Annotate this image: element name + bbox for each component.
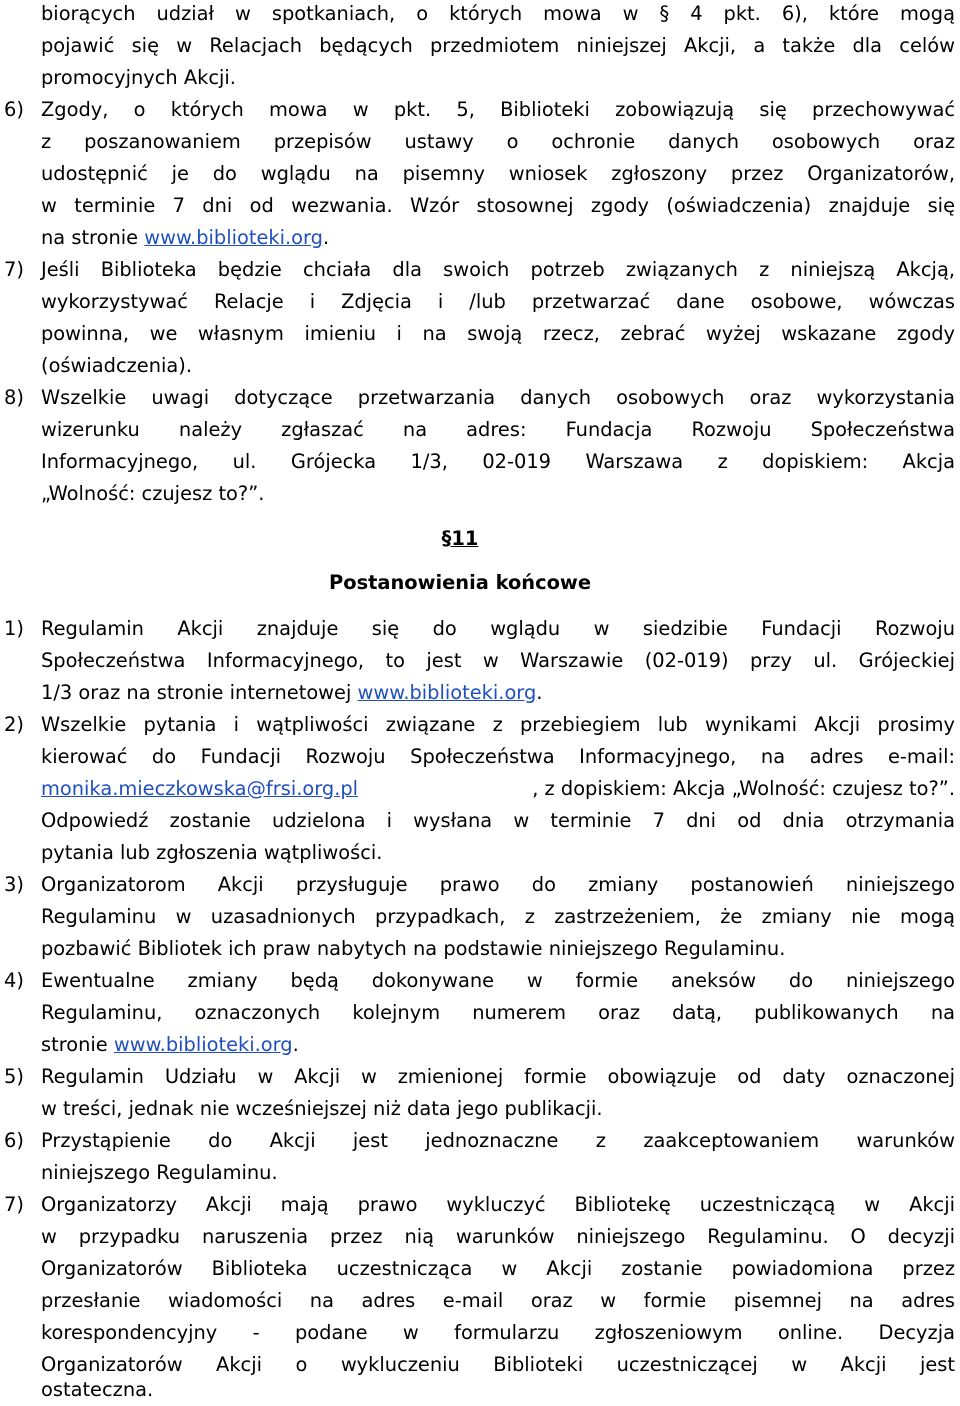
paragraph-line: z poszanowaniem przepisów ustawy o ochronie danych osobowych oraz — [41, 130, 955, 153]
paragraph-line: promocyjnych Akcji. — [41, 66, 236, 89]
text-fragment: . — [322, 226, 330, 249]
paragraph-line: pytania lub zgłoszenia wątpliwości. — [41, 841, 383, 864]
paragraph-line: pojawić się w Relacjach będących przedmiotem niniejszej Akcji, a także dla celów — [41, 34, 955, 57]
paragraph-line: „Wolność: czujesz to?”. — [41, 482, 265, 505]
list-number: 5) — [4, 1065, 24, 1088]
paragraph-line: korespondencyjny - podane w formularzu zgłoszeniowym online. Decyzja — [41, 1321, 955, 1344]
list-number: 3) — [4, 873, 24, 896]
paragraph-line: przesłanie wiadomości na adres e-mail oraz w formie pisemnej na adres — [41, 1289, 955, 1312]
paragraph-line: Regulamin Udziału w Akcji w zmienionej formie obowiązuje od daty oznaczonej — [41, 1065, 955, 1088]
section-number-text: §11 — [441, 527, 479, 550]
list-number: 7) — [4, 258, 24, 281]
paragraph-line: Organizatorom Akcji przysługuje prawo do zmiany postanowień niniejszego — [41, 873, 955, 896]
paragraph-line: Informacyjnego, ul. Grójecka 1/3, 02-019 Warszawa z dopiskiem: Akcja — [41, 450, 955, 473]
text-fragment: . — [536, 681, 543, 704]
paragraph-line: Regulaminu w uzasadnionych przypadkach, z zastrzeżeniem, że zmiany nie mogą — [41, 905, 955, 928]
paragraph-line: pozbawić Bibliotek ich praw nabytych na podstawie niniejszego Regulaminu. — [41, 937, 786, 960]
text-fragment: , z dopiskiem: Akcja „Wolność: czujesz to?”. — [532, 777, 955, 800]
list-number: 6) — [4, 1129, 24, 1152]
text-fragment: stronie — [41, 1033, 114, 1056]
paragraph-line — [41, 773, 955, 805]
text-fragment: . — [292, 1033, 299, 1056]
list-number: 7) — [4, 1193, 24, 1216]
section-number — [0, 523, 920, 555]
paragraph-line: Wszelkie pytania i wątpliwości związane z przebiegiem lub wynikami Akcji prosimy — [41, 713, 955, 736]
paragraph-line: w treści, jednak nie wcześniejszej niż data jego publikacji. — [41, 1097, 603, 1120]
paragraph-line — [41, 222, 329, 254]
list-number: 8) — [4, 386, 24, 409]
paragraph-line: Zgody, o których mowa w pkt. 5, Biblioteki zobowiązują się przechowywać — [41, 98, 955, 121]
website-link[interactable]: www.biblioteki.org — [357, 681, 537, 704]
paragraph-line: biorących udział w spotkaniach, o których mowa w § 4 pkt. 6), które mogą — [41, 2, 955, 25]
paragraph-line: w przypadku naruszenia przez nią warunków niniejszego Regulaminu. O decyzji — [41, 1225, 955, 1248]
text-fragment: 1/3 oraz na stronie internetowej — [41, 681, 358, 704]
paragraph-line: Odpowiedź zostanie udzielona i wysłana w terminie 7 dni od dnia otrzymania — [41, 809, 955, 832]
paragraph-line: Społeczeństwa Informacyjnego, to jest w Warszawie (02-019) przy ul. Grójeckiej — [41, 649, 955, 672]
text-fragment: na stronie — [41, 226, 145, 249]
list-number: 6) — [4, 98, 24, 121]
paragraph-line: wykorzystywać Relacje i Zdjęcia i /lub przetwarzać dane osobowe, wówczas — [41, 290, 955, 313]
paragraph-line: udostępnić je do wglądu na pisemny wniosek zgłoszony przez Organizatorów, — [41, 162, 955, 185]
paragraph-line: Organizatorzy Akcji mają prawo wykluczyć Bibliotekę uczestniczącą w Akcji — [41, 1193, 955, 1216]
website-link[interactable]: www.biblioteki.org — [144, 226, 323, 249]
paragraph-line: wizerunku należy zgłaszać na adres: Fundacja Rozwoju Społeczeństwa — [41, 418, 955, 441]
paragraph-line: Organizatorów Biblioteka uczestnicząca w Akcji zostanie powiadomiona przez — [41, 1257, 955, 1280]
paragraph-line: Regulamin Akcji znajduje się do wglądu w siedzibie Fundacji Rozwoju — [41, 617, 955, 640]
paragraph-line — [41, 1029, 299, 1061]
paragraph-line: kierować do Fundacji Rozwoju Społeczeństwa Informacyjnego, na adres e-mail: — [41, 745, 955, 768]
list-number: 4) — [4, 969, 24, 992]
paragraph-line: Jeśli Biblioteka będzie chciała dla swoich potrzeb związanych z niniejszą Akcją, — [41, 258, 955, 281]
paragraph-line — [41, 677, 542, 709]
paragraph-line: Organizatorów Akcji o wykluczeniu Biblioteki uczestniczącej w Akcji jest — [41, 1353, 955, 1376]
paragraph-line: Regulaminu, oznaczonych kolejnym numerem oraz datą, publikowanych na — [41, 1001, 955, 1024]
section-title: Postanowienia końcowe — [329, 571, 591, 594]
paragraph-line: w terminie 7 dni od wezwania. Wzór stosownej zgody (oświadczenia) znajduje się — [41, 194, 955, 217]
paragraph-line: Przystąpienie do Akcji jest jednoznaczne z zaakceptowaniem warunków — [41, 1129, 955, 1152]
paragraph-line: niniejszego Regulaminu. — [41, 1161, 278, 1184]
paragraph-line: powinna, we własnym imieniu i na swoją rzecz, zebrać wyżej wskazane zgody — [41, 322, 955, 345]
paragraph-line: (oświadczenia). — [41, 354, 193, 377]
paragraph-line: ostateczna. — [41, 1378, 154, 1401]
email-link[interactable]: monika.mieczkowska@frsi.org.pl — [41, 777, 359, 800]
list-number: 1) — [4, 617, 24, 640]
paragraph-line: Wszelkie uwagi dotyczące przetwarzania danych osobowych oraz wykorzystania — [41, 386, 955, 409]
paragraph-line: Ewentualne zmiany będą dokonywane w formie aneksów do niniejszego — [41, 969, 955, 992]
website-link[interactable]: www.biblioteki.org — [113, 1033, 293, 1056]
list-number: 2) — [4, 713, 24, 736]
